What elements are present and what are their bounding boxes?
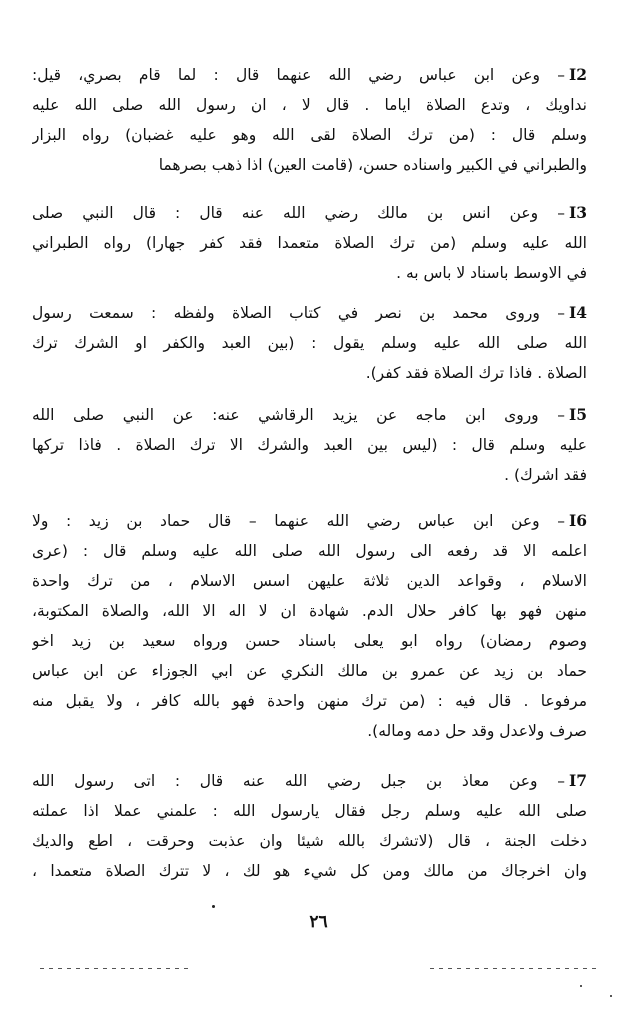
text-line: صرف ولاعدل وقد حل دمه وماله). — [367, 722, 587, 740]
scan-speck — [212, 905, 215, 908]
text-line: حماد بن زيد عن عمرو بن مالك النكري عن ابي الجوزاء عن ابن عباس — [32, 662, 587, 680]
hadith-number: I3 — [568, 203, 587, 222]
hadith-section-12 — [32, 60, 587, 180]
text-line: I6– وعن ابن عباس رضي الله عنهما – قال حماد بن زيد : ولا — [32, 506, 587, 536]
text-line: دخلت الجنة ، قال (لاتشرك بالله شيئا وان عذبت وحرقت ، اطع والديك — [32, 832, 587, 850]
scan-speck — [610, 995, 612, 997]
text-line: في الاوسط باسناد لا باس به . — [396, 264, 587, 282]
text-line: الصلاة . فاذا ترك الصلاة فقد كفر). — [365, 364, 587, 382]
hadith-section-17 — [32, 766, 587, 886]
hadith-number: I2 — [568, 65, 587, 84]
text-line: منهن فهو بها كافر حلال الدم. شهادة ان لا اله الا الله، والصلاة المكتوبة، — [32, 602, 587, 620]
text-line: صلى الله عليه وسلم رجل فقال يارسول الله : علمني عملا اذا عملته — [32, 802, 587, 820]
text-line: I3– وعن انس بن مالك رضي الله عنه قال : قال النبي صلى — [32, 198, 587, 228]
hadith-number: I4 — [568, 303, 587, 322]
text-line: I7– وعن معاذ بن جبل رضي الله عنه قال : اتى رسول الله — [32, 766, 587, 796]
text-line: عليه وسلم قال : (ليس بين العبد والشرك الا ترك الصلاة . فاذا تركها — [32, 436, 587, 454]
text-line: وسلم قال : (من ترك الصلاة لقى الله وهو عليه غضبان) رواه البزار — [32, 126, 587, 144]
text-line: نداويك ، وتدع الصلاة اياما . قال لا ، ان رسول الله صلى الله عليه — [32, 96, 587, 114]
text-line: الله صلى الله عليه وسلم يقول : (بين العبد والكفر او الشرك ترك — [32, 334, 587, 352]
scan-noise-line — [430, 968, 600, 969]
text-line: I2– وعن ابن عباس رضي الله عنهما قال : لما قام بصري، قيل: — [32, 60, 587, 90]
page-number: ٢٦ — [309, 912, 328, 932]
hadith-number: I6 — [568, 511, 587, 530]
text-line: I5– وروى ابن ماجه عن يزيد الرقاشي عنه: عن النبي صلى الله — [32, 400, 587, 430]
text-line: وصوم رمضان) رواه ابو يعلى باسناد حسن ورواه سعيد بن زيد اخو — [32, 632, 587, 650]
text-line: I4– وروى محمد بن نصر في كتاب الصلاة ولفظه : سمعت رسول — [32, 298, 587, 328]
scan-noise-line — [40, 968, 190, 969]
text-line: وان اخرجاك من مالك ومن كل شيء هو لك ، لا تترك الصلاة متعمدا ، — [32, 862, 587, 880]
hadith-section-15 — [32, 400, 587, 490]
text-line: الله عليه وسلم (من ترك الصلاة متعمدا فقد كفر جهارا) رواه الطبراني — [32, 234, 587, 252]
text-line: اعلمه الا قد رفعه الى رسول الله صلى الله عليه وسلم قال : (عرى — [32, 542, 587, 560]
text-line: الاسلام ، وقواعد الدين ثلاثة عليهن اسس الاسلام ، من ترك واحدة — [32, 572, 587, 590]
text-line: مرفوعا . قال فيه : (من ترك منهن واحدة فهو بالله كافر ، ولا يقبل منه — [32, 692, 587, 710]
scan-speck — [580, 985, 582, 987]
hadith-number: I5 — [568, 405, 587, 424]
hadith-number: I7 — [568, 771, 587, 790]
hadith-section-16 — [32, 506, 587, 746]
text-line: والطبراني في الكبير واسناده حسن، (قامت العين) اذا ذهب بصرهما — [158, 156, 587, 174]
text-line: فقد اشرك) . — [504, 466, 587, 484]
hadith-section-14 — [32, 298, 587, 388]
hadith-section-13 — [32, 198, 587, 288]
